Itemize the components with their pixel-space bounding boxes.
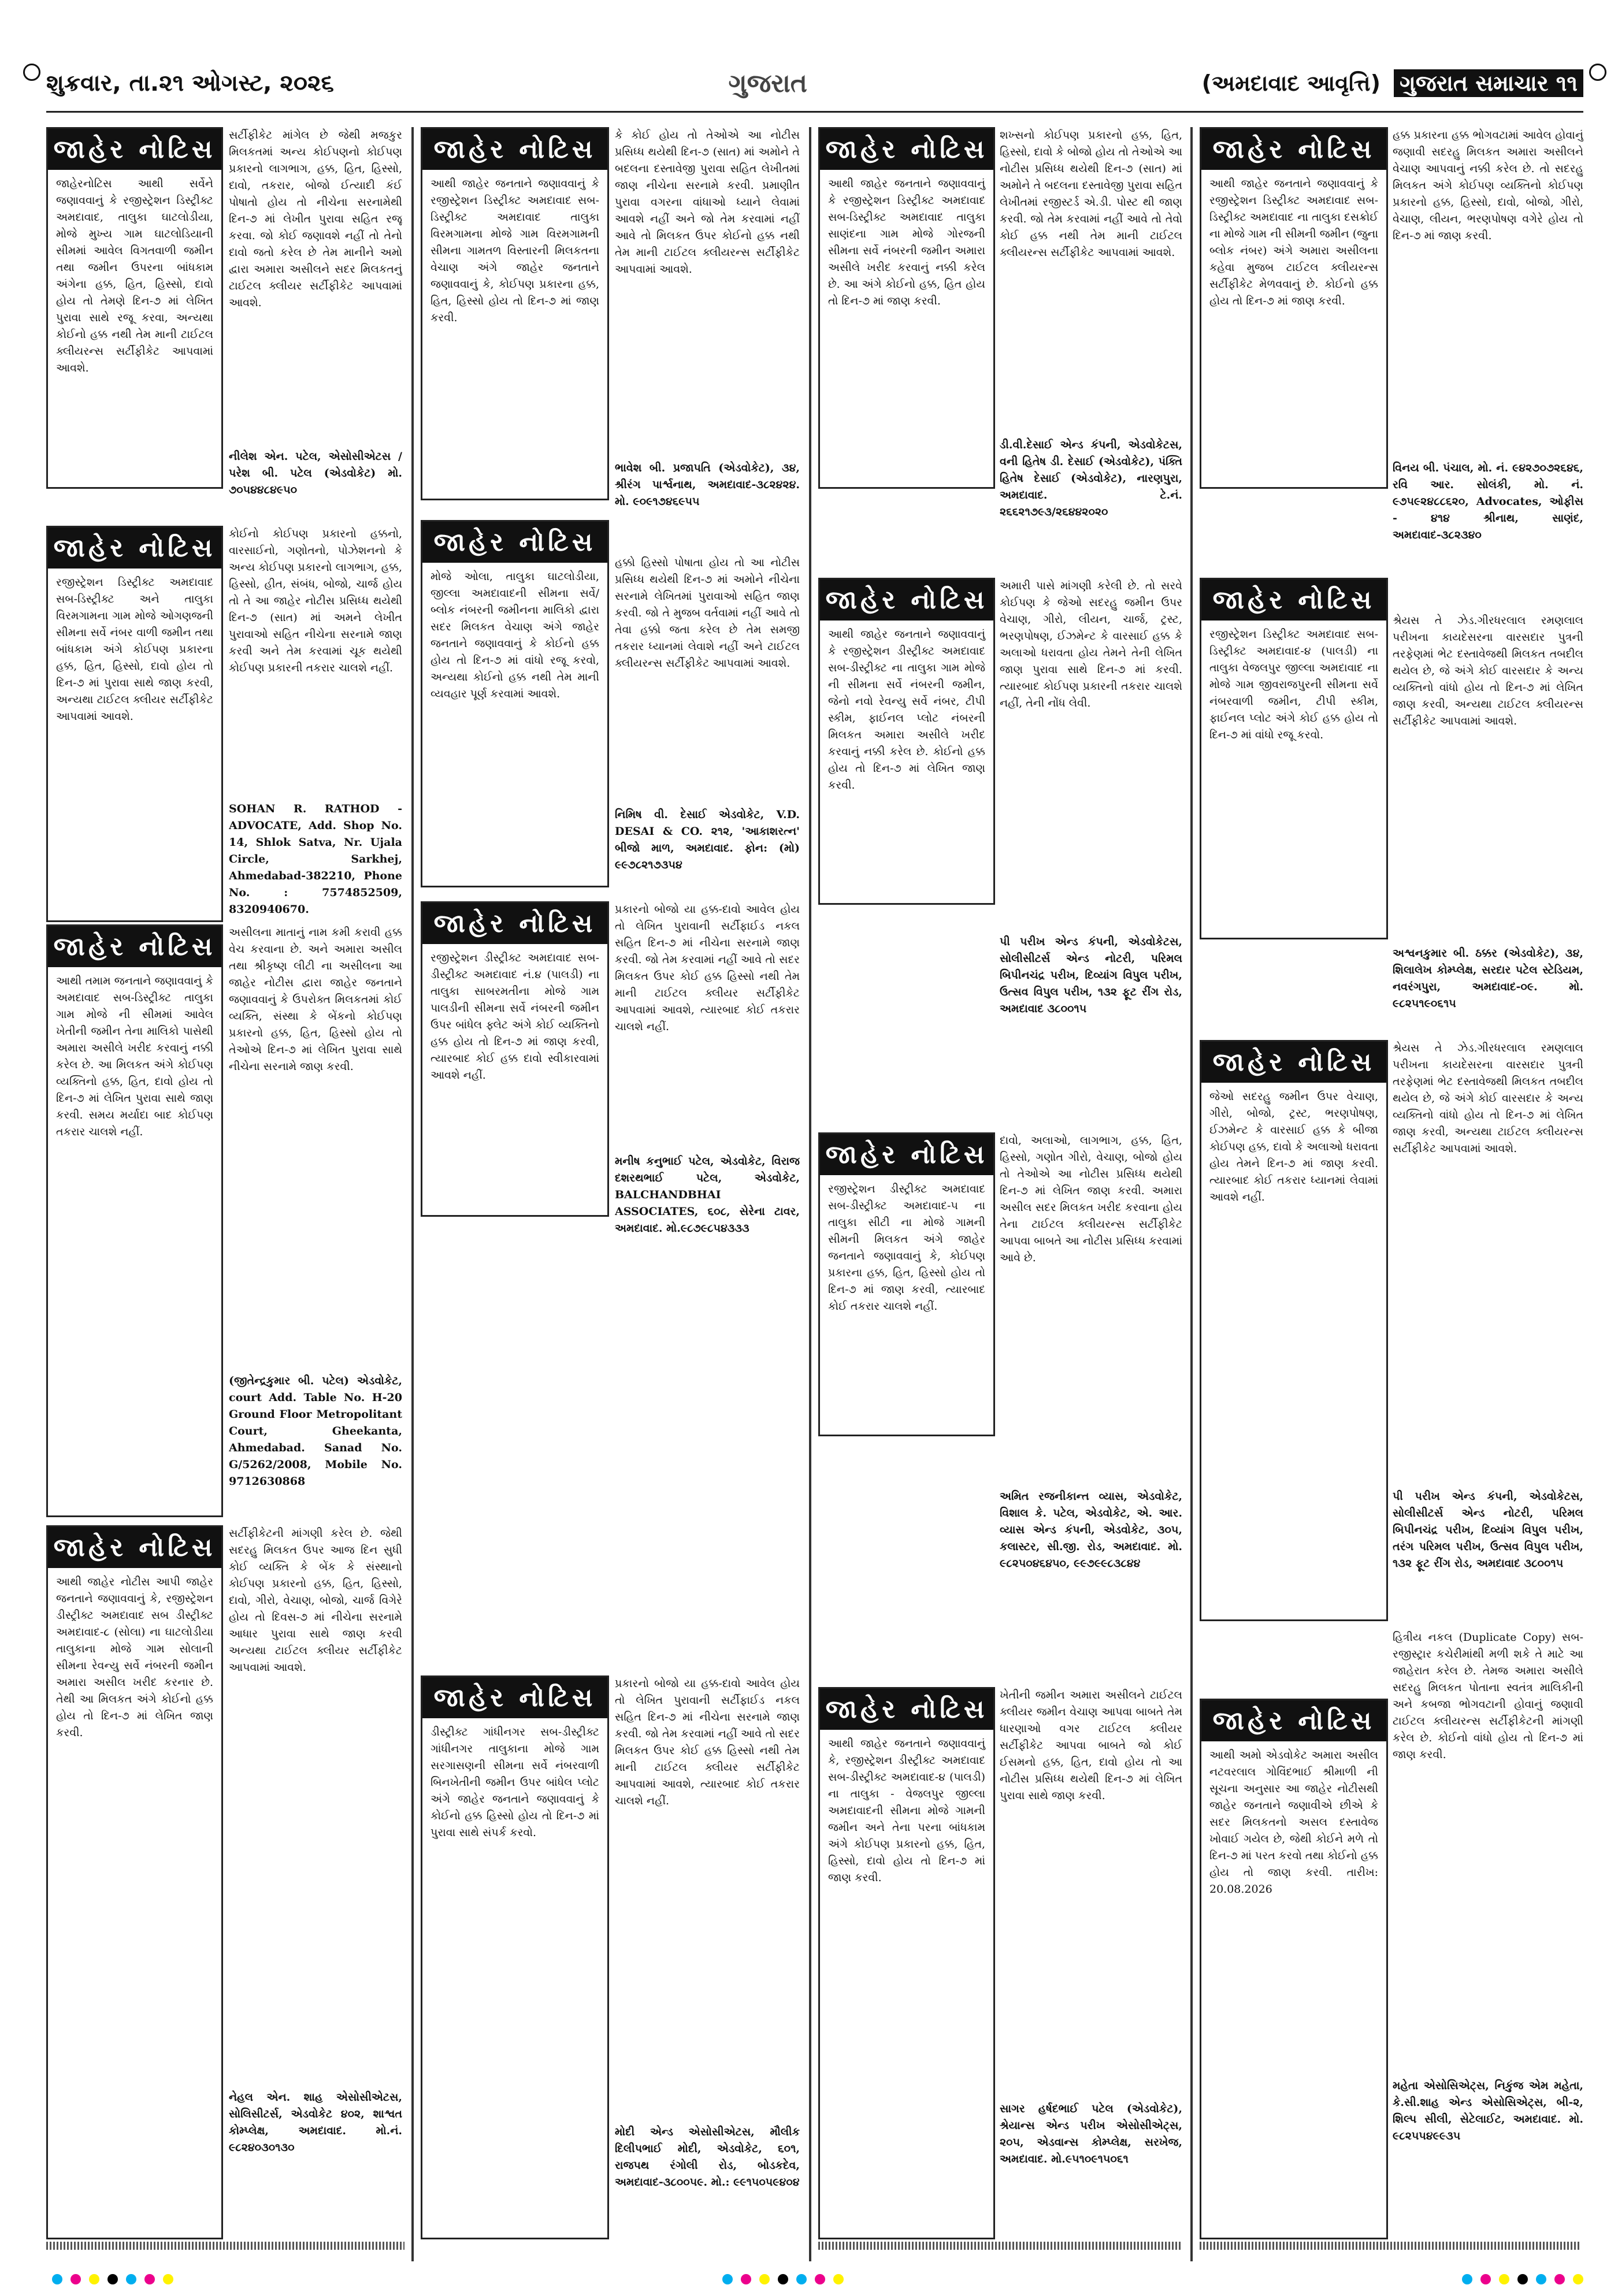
notice-body: આથી જાહેર જનતાને જણાવવાનું કે રજીસ્ટ્રેશન ડિસ્ટ્રીક્ટ અમદાવાદ સબ-ડિસ્ટ્રીક્ટ અમદાવાદ તાલુકા સાણંદના ગામ મોજે ગોરજની સીમના સર્વે નંબરની જમીન અમારા અસીલે ખરીદ કરવાનું નક્કી કરેલ છે. આ અંગે કોઈનો હક્ક, હિત હોય તો દિન-૭ માં જાણ કરવી. — [828, 177, 985, 307]
notice-title: જાહેર નોટિસ — [1201, 579, 1386, 621]
paper-logo: ગુજરાત સમાચાર ૧૧ — [1394, 69, 1583, 97]
notice-continuation: શ્રેયસ તે ઝેડ.ગીરધરલાલ રમણલાલ પરીખના કાયદેસરના વારસદાર પુત્રની તરફેણમાં ભેટ દસ્તાવેજથી મિલકત તબદીલ થયેલ છે, જે અંગે કોઈ વારસદાર કે અન્ય વ્યક્તિનો વાંધો હોય તો દિન-૭ માં લેખિત જાણ કરવી, અન્યથા ટાઈટલ ક્લીયરન્સ સર્ટીફીકેટ આપવામાં આવશે. — [1393, 614, 1583, 727]
color-registration-bar-left — [52, 2274, 173, 2284]
color-dot — [1499, 2274, 1509, 2284]
edition-label: (અમદાવાદ આવૃત્તિ) — [1201, 70, 1381, 96]
notice-8 — [421, 1675, 609, 2239]
notice-signature: મનીષ કનુભાઈ પટેલ, એડવોકેટ, વિરાજ દશરથભાઈ પટેલ, એડવોકેટ, BALCHANDBHAI ASSOCIATES, ૬૦૮, સેરેના ટાવર, અમદાવાદ. મો.૯૮૭૯૮૫૪૩૩૩ — [615, 1155, 800, 1235]
column-rule — [1190, 127, 1193, 2261]
notice-body: આથી અમો એડવોકેટ અમારા અસીલ નટવરલાલ ગોવિંદભાઈ શ્રીમાળી ની સૂચના અનુસાર આ જાહેર નોટીસથી જાહેર જનતાને જણાવીએ છીએ કે સદર મિલકતનો અસલ દસ્તાવેજ ખોવાઈ ગયેલ છે, જેથી કોઈને મળે તો દિન-૭ માં પરત કરવો તથા કોઈનો હક્ક હોય તો જાણ કરવી. તારીખ: 20.08.2026 — [1209, 1749, 1378, 1896]
registration-mark-right — [1589, 64, 1606, 81]
decorative-stripe — [1200, 2242, 1581, 2250]
notice-body: ડીસ્ટ્રીક્ટ ગાંધીનગર સબ-ડીસ્ટ્રીક્ટ ગાંધીનગર તાલુકાના મોજે ગામ સરગાસણની સીમના સર્વે નંબરવાળી બિનખેતીની જમીન ઉપર બાંધેલ પ્લોટ અંગે જાહેર જનતાને જણાવવાનું કે કોઈનો હક્ક હિસ્સો હોય તો દિન-૭ માં પુરાવા સાથે સંપર્ક કરવો. — [431, 1726, 599, 1839]
notice-7 — [421, 901, 609, 1217]
color-dot — [89, 2274, 99, 2284]
notice-title: જાહેર નોટિસ — [820, 129, 993, 170]
notice-signature: નીલેશ એન. પટેલ, એસોસીએટસ / પરેશ બી. પટેલ (એડવોકેટ) મો. ૭૦૫૪૪૮૪૯૫૦ — [229, 450, 402, 496]
color-dot — [1462, 2274, 1472, 2284]
notice-body: રજીસ્ટ્રેશન ડિસ્ટ્રીક્ટ અમદાવાદ સબ-ડિસ્ટ્રીક્ટ અમદાવાદ-૪ (પાલડી) ના તાલુકા વેજલપુર જીલ્લા અમદાવાદ ના મોજે ગામ જીવરાજપુરની સીમના સર્વે નંબરવાળી જમીન, ટીપી સ્કીમ, ફાઈનલ પ્લોટ અંગે કોઈ હક્ક હોય તો દિન-૭ માં વાંધો રજૂ કરવો. — [1209, 628, 1378, 741]
notice-15 — [1200, 1040, 1388, 1621]
notice-continuation: પ્રકારનો બોજો યા હક્ક-દાવો આવેલ હોય તો લેખિત પુરાવાની સર્ટીફાઈડ નકલ સહિત દિન-૭ માં નીચેના સરનામે જાણ કરવી. જો તેમ કરવામાં નહીં આવે તો સદર મિલકત ઉપર કોઈ હક્ક હિસ્સો નથી તેમ માની ટાઈટલ ક્લીયર સર્ટીફીકેટ આપવામાં આવશે, ત્યારબાદ કોઈ તકરાર ચાલશે નહીં. — [615, 903, 800, 1033]
notice-body: જેઓ સદરહુ જમીન ઉપર વેચાણ, ગીરો, બોજો, ટ્રસ્ટ, ભરણપોષણ, ઈઝમેન્ટ કે વારસાઈ હક્ક કે બીજા કોઈપણ હક્ક, દાવો કે અલાઓ ધરાવતા હોય તેમને દિન-૭ માં જાણ કરવી. ત્યારબાદ કોઈ તકરાર ધ્યાનમાં લેવામાં આવશે નહીં. — [1209, 1090, 1378, 1203]
notice-continuation: પ્રકારનો બોજો યા હક્ક-દાવો આવેલ હોય તો લેખિત પુરાવાની સર્ટીફાઈડ નકલ સહિત દિન-૭ માં નીચેના સરનામે જાણ કરવી. જો તેમ કરવામાં નહીં આવે તો સદર મિલકત ઉપર કોઈ હક્ક હિસ્સો નથી તેમ માની ટાઈટલ ક્લીયર સર્ટીફીકેટ આપવામાં આવશે, ત્યારબાદ કોઈ તકરાર ચાલશે નહીં. — [615, 1677, 800, 1807]
notice-title: જાહેર નોટિસ — [422, 1677, 607, 1718]
color-dot — [778, 2274, 788, 2284]
notice-signature: વિનય બી. પંચાલ, મો. નં. ૯૪૨૭૦૭૨૬૪૬, રવિ આર. સોલંકી, મો. નં. ૯૭૫૯૨૪૮૮૬૨૦, Advocates, ઓફીસ - ૪૧૪ શ્રીનાથ, સાણંદ, અમદાવાદ-૩૮૨૩૪૦ — [1393, 462, 1583, 541]
page-header — [46, 55, 1583, 113]
color-dot — [741, 2274, 751, 2284]
notice-body: મોજે ઓલા, તાલુકા ઘાટલોડીયા, જીલ્લા અમદાવાદની સીમના સર્વે/બ્લોક નંબરની જમીનના માલિકો દ્વારા સદર મિલકત વેચાણ અંગે જાહેર જનતાને જણાવવાનું કે કોઈનો હક્ક હોય તો દિન-૭ માં વાંધો રજૂ કરવો, અન્યથા કોઈનો હક્ક નથી તેમ માની વ્યવહાર પૂર્ણ કરવામાં આવશે. — [431, 570, 599, 700]
notice-signature: SOHAN R. RATHOD - ADVOCATE, Add. Shop No. 14, Shlok Satva, Nr. Ujala Circle, Sarkhej, Ahmedabad-382210, Phone No. : 7574852509, 8320940670. — [229, 803, 402, 916]
color-registration-bar-center — [722, 2274, 844, 2284]
notice-9 — [818, 127, 995, 489]
notice-continuation: કે કોઈ હોય તો તેઓએ આ નોટીસ પ્રસિધ્ધ થયેથી દિન-૭ (સાત) માં અમોને તે બદલના દસ્તાવેજી પુરાવા સહિત લેખીતમાં જાણ નીચેના સરનામે કરવી. પ્રમાણીત પુરાવા વગરના વાંધાઓ ધ્યાને લેવામાં આવશે નહીં અને જો તેમ કરવામાં નહીં આવે તો મિલકત ઉપર કોઈનો હક્ક નથી તેમ માની ટાઈટલ ક્લીયરન્સ સર્ટીફીકેટ આપવામાં આવશે. — [615, 129, 800, 276]
notice-continuation: શ્રેયસ તે ઝેડ.ગીરધરલાલ રમણલાલ પરીખના કાયદેસરના વારસદાર પુત્રની તરફેણમાં ભેટ દસ્તાવેજથી મિલકત તબદીલ થયેલ છે, જે અંગે કોઈ વારસદાર કે અન્ય વ્યક્તિનો વાંધો હોય તો દિન-૭ માં લેખિત જાણ કરવી, અન્યથા ટાઈટલ ક્લીયરન્સ સર્ટીફીકેટ આપવામાં આવશે. — [1393, 1042, 1583, 1155]
color-dot — [796, 2274, 807, 2284]
issue-date: શુક્રવાર, તા.૨૧ ઓગસ્ટ, ૨૦૨૬ — [46, 70, 334, 96]
notice-body: આથી જાહેર જનતાને જણાવવાનું કે રજીસ્ટ્રેશન ડિસ્ટ્રીક્ટ અમદાવાદ સબ-ડિસ્ટ્રીક્ટ અમદાવાદ તાલુકા વિરમગામના મોજે ગામ વિરમગામની સીમના ગામતળ વિસ્તારની મિલકતના વેચાણ અંગે જાહેર જનતાને જણાવવાનું કે, કોઈપણ પ્રકારના હક્ક, હિત, હિસ્સો હોય તો દિન-૭ માં જાણ કરવી. — [431, 177, 599, 324]
notice-title: જાહેર નોટિસ — [48, 129, 221, 170]
notice-body: રજીસ્ટ્રેશન ડીસ્ટ્રીક્ટ અમદાવાદ સબ-ડીસ્ટ્રીક્ટ અમદાવાદ-૫ ના તાલુકા સીટી ના મોજે ગામની સીમની મિલકત અંગે જાહેર જનતાને જણાવવાનું કે, કોઈપણ પ્રકારના હક્ક, હિત, હિસ્સો હોય તો દિન-૭ માં જાણ કરવી, ત્યારબાદ કોઈ તકરાર ચાલશે નહીં. — [828, 1183, 985, 1313]
color-dot — [815, 2274, 825, 2284]
notice-2 — [46, 526, 223, 922]
notice-16 — [1200, 1699, 1388, 2239]
notice-continuation: સર્ટીફીકેટની માંગણી કરેલ છે. જેથી સદરહુ મિલકત ઉપર આજ દિન સુધી કોઈ વ્યક્તિ કે બેંક કે સંસ્થાનો કોઈપણ પ્રકારનો હક્ક, હિત, હિસ્સો, દાવો, ગીરો, વેચાણ, બોજો, ચાર્જ વિગેરે હોય તો દિવસ-૭ માં નીચેના સરનામે આધાર પુરાવા સાથે જાણ કરવી અન્યથા ટાઈટલ ક્લીયર સર્ટીફીકેટ આપવામાં આવશે. — [229, 1527, 402, 1674]
notice-body: આથી જાહેર જનતાને જણાવવાનું કે રજીસ્ટ્રેશન ડિસ્ટ્રીક્ટ અમદાવાદ સબ-ડિસ્ટ્રીક્ટ અમદાવાદ ના તાલુકા દસક્રોઈ ના મોજે ગામ ની સીમની જમીન (જુના બ્લોક નંબર) અંગે અમારા અસીલના કહેવા મુજબ ટાઈટલ ક્લીયરન્સ સર્ટીફીકેટ મેળવવાનું છે. કોઈનો હક્ક હોય તો દિન-૭ માં જાણ કરવી. — [1209, 177, 1378, 307]
decorative-stripe — [46, 2242, 404, 2250]
notice-continuation: શખ્સનો કોઈપણ પ્રકારનો હક્ક, હિત, હિસ્સો, દાવો કે બોજો હોય તો તેઓએ આ નોટીસ પ્રસિધ્ધ થયેથી દિન-૭ (સાત) માં અમોને તે બદલના દસ્તાવેજી પુરાવા સહિત લેખીતમાં રજીસ્ટર્ડ એ.ડી. પોસ્ટ થી જાણ કરવી. જો તેમ કરવામાં નહીં આવે તો તેવો કોઈ હક્ક નથી તેમ માની ટાઈટલ ક્લીયરન્સ સર્ટીફીકેટ આપવામાં આવશે. — [1000, 129, 1182, 259]
color-registration-bar-right — [1462, 2274, 1583, 2284]
notice-continuation: સર્ટીફીકેટ માંગેલ છે જેથી મજકુર મિલકતમાં અન્ય કોઈપણનો કોઈપણ પ્રકારનો લાગભાગ, હક્ક, હિત, હિસ્સો, દાવો, તકરાર, બોજો ઈત્યાદી કંઈ પોષાતો હોય તો નીચેના સરનામેથી દિન-૭ માં લેખીત પુરાવા સહિત રજૂ કરવા. જો કોઈ જણાવશે નહીં તો તેનો દાવો જતો કરેલ છે તેમ માનીને અમો દ્વારા અમારા અસીલને સદર મિલકતનું ટાઈટલ ક્લીયર સર્ટીફીકેટ આપવામાં આવશે. — [229, 129, 402, 309]
notice-1 — [46, 127, 223, 489]
notice-14 — [1200, 578, 1388, 939]
notice-signature: (જીતેન્દ્રકુમાર બી. પટેલ) એડવોકેટ, court Add. Table No. H-20 Ground Floor Metropolitant Court, Gheekanta, Ahmedabad. Sanad No. G/5262/2008, Mobile No. 9712630868 — [229, 1374, 402, 1488]
masthead — [1202, 70, 1583, 96]
notice-body: આથી જાહેર જનતાને જણાવવાનું કે, રજીસ્ટ્રેશન ડીસ્ટ્રીક્ટ અમદાવાદ સબ-ડીસ્ટ્રીક્ટ અમદાવાદ-૪ (પાલડી) ના તાલુકા - વેજલપુર જીલ્લા અમદાવાદની સીમના મોજે ગામની જમીન અને તેના પરના બાંધકામ અંગે કોઈપણ પ્રકારનો હક્ક, હિત, હિસ્સો, દાવો હોય તો દિન-૭ માં જાણ કરવી. — [828, 1737, 985, 1884]
notice-signature: પી પરીખ એન્ડ કંપની, એડવોકેટસ, સોલીસીટર્સ એન્ડ નોટરી, પરિમલ બિપીનચંદ્ર પરીખ, દિવ્યાંગ વિપુલ પરીખ, તરંગ પરિમલ પરીખ, ઉત્સવ વિપુલ પરીખ, ૧૩૨ ફૂટ રીંગ રોડ, અમદાવાદ ૩૮૦૦૧૫ — [1393, 1490, 1583, 1570]
notice-signature: અશ્વનકુમાર બી. ઠક્કર (એડવોકેટ), ૩૪, શિલાલેખ કોમ્પ્લેક્ષ, સરદાર પટેલ સ્ટેડિયમ, નવરંગપુરા, અમદાવાદ-૦૯. મો. ૯૮૨૫૧૯૦૬૧૫ — [1393, 947, 1583, 1010]
notice-body: રજીસ્ટ્રેશન ડીસ્ટ્રીક્ટ અમદાવાદ સબ-ડીસ્ટ્રીક્ટ અમદાવાદ નં.૪ (પાલડી) ના તાલુકા સાબરમતીના મોજે ગામ પાલડીની સીમના સર્વે નંબરની જમીન ઉપર બાંધેલ ફ્લેટ અંગે કોઈ વ્યક્તિનો હક્ક હોય તો દિન-૭ માં જાણ કરવી, ત્યારબાદ કોઈ હક્ક દાવો સ્વીકારવામાં આવશે નહીં. — [431, 952, 599, 1082]
color-dot — [1536, 2274, 1546, 2284]
notice-title: જાહેર નોટિસ — [820, 579, 993, 621]
notice-body: જાહેરનોટિસ આથી સર્વેને જણાવવાનું કે રજીસ્ટ્રેશન ડિસ્ટ્રીક્ટ અમદાવાદ, તાલુકા ઘાટલોડીયા, મોજે મુખ્ય ગામ ઘાટલોડિયાની સીમમાં આવેલ વિગતવાળી જમીન તથા જમીન ઉપરના બાંધકામ અંગેના હક્ક, હિત, હિસ્સો, દાવો હોય તો તેમણે દિન-૭ માં લેખિત પુરાવા સાથે રજૂ કરવા, અન્યથા કોઈનો હક્ક નથી તેમ માની ટાઈટલ ક્લીયરન્સ સર્ટીફીકેટ આપવામાં આવશે. — [56, 177, 213, 374]
notice-signature: અમિત રજનીકાન્ત વ્યાસ, એડવોકેટ, વિશાલ કે. પટેલ, એડવોકેટ, એ. આર. વ્યાસ એન્ડ કંપની, એડવોકેટ, ૩૦૫, કલાસ્ટર, સી.જી. રોડ, અમદાવાદ. મો. ૯૮૨૫૦૪૬૪૫૦, ૯૯૭૯૯૮૩૮૪૪ — [1000, 1490, 1182, 1570]
color-dot — [1517, 2274, 1528, 2284]
notice-title: જાહેર નોટિસ — [422, 522, 607, 563]
notice-continuation: દાવો, અલાઓ, લાગભાગ, હક્ક, હિત, હિસ્સો, ગણોત ગીરો, વેચાણ, બોજો હોય તો તેઓએ આ નોટીસ પ્રસિધ્ધ થયેથી દિન-૭ માં લેખિત જાણ કરવી. અમારા અસીલ સદર મિલકત ખરીદ કરવાના હોય તેના ટાઈટલ ક્લીયરન્સ સર્ટીફીકેટ આપવા બાબતે આ નોટીસ પ્રસિધ્ધ કરવામાં આવે છે. — [1000, 1134, 1182, 1264]
color-dot — [1480, 2274, 1491, 2284]
notice-title: જાહેર નોટિસ — [1201, 129, 1386, 170]
color-dot — [107, 2274, 118, 2284]
section-title: ગુજરાત — [728, 68, 807, 98]
notice-3 — [46, 924, 223, 1517]
registration-mark-left — [23, 64, 40, 81]
notice-title: જાહેર નોટિસ — [48, 926, 221, 967]
notice-title: જાહેર નોટિસ — [820, 1134, 993, 1175]
notice-body: આથી જાહેર જનતાને જણાવવાનું કે રજીસ્ટ્રેશન ડીસ્ટ્રીક્ટ અમદાવાદ સબ-ડીસ્ટ્રીક્ટ ના તાલુકા ગામ મોજે ની સીમના સર્વે નંબરની જમીન, જેનો નવો રેવન્યુ સર્વે નંબર, ટીપી સ્કીમ, ફાઈનલ પ્લોટ નંબરની મિલકત અમારા અસીલે ખરીદ કરવાનું નક્કી કરેલ છે. કોઈનો હક્ક હોય તો દિન-૭ માં લેખિત જાણ કરવી. — [828, 628, 985, 792]
notice-signature: ભાવેશ બી. પ્રજાપતિ (એડવોકેટ), ૩૪, શ્રીરંગ પાર્શ્વનાથ, અમદાવાદ-૩૮૨૪૨૪. મો. ૯૦૯૧૭૪૬૯૫૫ — [615, 462, 800, 508]
notice-signature: સાગર હર્ષદભાઈ પટેલ (એડવોકેટ), શ્રેયાન્સ એન્ડ પરીખ એસોસીએટ્સ, ૨૦૫, એડવાન્સ કોમ્પ્લેક્ષ, સરખેજ, અમદાવાદ. મો.૯૫૧૦૯૧૫૦૬૧ — [1000, 2102, 1182, 2165]
color-dot — [833, 2274, 844, 2284]
notice-continuation: અમારી પાસે માંગણી કરેલી છે. તો સરવે કોઈપણ કે જેઓ સદરહુ જમીન ઉપર વેચાણ, ગીરો, લીયન, ચાર્જ, ટ્રસ્ટ, ભરણપોષણ, ઈઝમેન્ટ કે વારસાઈ હક્ક કે અલાઓ ધરાવતા હોય તેમને તેની લેખિત જાણ પુરાવા સાથે દિન-૭ માં કરવી. ત્યારબાદ કોઈપણ પ્રકારની તકરાર ચાલશે નહીં, તેની નોંધ લેવી. — [1000, 579, 1182, 709]
notice-signature: મોદી એન્ડ એસોસીએટસ, મૌલીક દિલીપભાઈ મોદી, એડવોકેટ, ૬૦૧, રાજપથ રંગોલી રોડ, બોડકદેવ, અમદાવાદ-૩૮૦૦૫૯. મો.: ૯૯૧૫૦૫૯૪૦૪ — [615, 2126, 800, 2189]
color-dot — [52, 2274, 62, 2284]
notice-signature: મહેતા એસોસિએટ્સ, નિકુંજ એમ મહેતા, કે.સી.શાહ એન્ડ એસોસિએટ્સ, બી-૨, શિલ્પ સીલી, સેટેલાઈટ, અમદાવાદ. મો. ૯૮૨૫૫૪૯૯૩૫ — [1393, 2079, 1583, 2142]
color-dot — [1573, 2274, 1583, 2284]
notice-6 — [421, 520, 609, 887]
notice-signature: પી પરીખ એન્ડ કંપની, એડવોકેટસ, સોલીસીટર્સ એન્ડ નોટરી, પરિમલ બિપીનચંદ્ર પરીખ, દિવ્યાંગ વિપુલ પરીખ, ઉત્સવ વિપુલ પરીખ, ૧૩૨ ફૂટ રીંગ રોડ, અમદાવાદ ૩૮૦૦૧૫ — [1000, 935, 1182, 1015]
color-dot — [759, 2274, 770, 2284]
notice-continuation: હિત્રીય નકલ (Duplicate Copy) સબ-રજીસ્ટ્રાર કચેરીમાંથી મળી શકે તે માટે આ જાહેરાત કરેલ છે. તેમજ અમારા અસીલે સદરહુ મિલકત પોતાના સ્વતંત્ર માલિકીની અને કબજા ભોગવટાની હોવાનું જણાવી ટાઈટલ ક્લીયરન્સ સર્ટીફીકેટની માંગણી કરેલ છે. કોઈનો વાંધો હોય તો દિન-૭ માં જાણ કરવી. — [1393, 1631, 1583, 1761]
color-dot — [70, 2274, 81, 2284]
decorative-stripe — [818, 2242, 1182, 2250]
notice-title: જાહેર નોટિસ — [1201, 1700, 1386, 1741]
notice-body: આથી તમામ જનતાને જણાવવાનું કે અમદાવાદ સબ-ડિસ્ટ્રીક્ટ તાલુકા ગામ મોજે ની સીમમાં આવેલ ખેતીની જમીન તેના માલિકો પાસેથી અમારા અસીલે ખરીદ કરવાનું નક્કી કરેલ છે. આ મિલકત અંગે કોઈપણ વ્યક્તિનો હક્ક, હિત, દાવો હોય તો દિન-૭ માં લેખિત પુરાવા સાથે જાણ કરવી. સમય મર્યાદા બાદ કોઈપણ તકરાર ચાલશે નહીં. — [56, 975, 213, 1138]
notice-continuation: અસીલના માતાનું નામ કમી કરાવી હક્ક વેચ કરવાના છે. અને અમારા અસીલ તથા શ્રીકૃષ્ણ લીટી ના અસીલના આ જાહેર નોટીસ દ્વારા જાહેર જનતાને જણાવવાનું કે ઉપરોક્ત મિલકતમાં કોઈ વ્યક્તિ, સંસ્થા કે બેંકનો કોઈપણ પ્રકારનો હક્ક, હિત, હિસ્સો હોય તો તેઓએ દિન-૭ માં લેખિત પુરાવા સાથે નીચેના સરનામે જાણ કરવી. — [229, 926, 402, 1073]
notice-4 — [46, 1525, 223, 2239]
notice-signature: નિમિષ વી. દેસાઈ એડવોકેટ, V.D. DESAI & CO. ૨૧૨, 'આકાશરત્ન' બીજો માળ, અમદાવાદ. ફોન: (મો) ૯૯૭૮૨૧૭૩૫૪ — [615, 808, 800, 871]
color-dot — [1554, 2274, 1565, 2284]
notice-title: જાહેર નોટિસ — [1201, 1042, 1386, 1083]
notice-title: જાહેર નોટિસ — [48, 527, 221, 569]
column-rule — [809, 127, 811, 2261]
notice-continuation: ખેતીની જમીન અમારા અસીલને ટાઈટલ ક્લીયર જમીન વેચાણ આપવા બાબતે તેમ ધારણાઓ વગર ટાઈટલ ક્લીયર સર્ટીફીકેટ આપવા બાબતે જો કોઈ ઈસમનો હક્ક, હિત, દાવો હોય તો આ નોટીસ પ્રસિધ્ધ થયેથી દિન-૭ માં લેખિત પુરાવા સાથે જાણ કરવી. — [1000, 1689, 1182, 1802]
page-number: ૧૧ — [1556, 70, 1578, 96]
notice-11 — [818, 1132, 995, 1436]
notice-12 — [818, 1687, 995, 2239]
column-rule — [411, 127, 414, 2261]
notice-13 — [1200, 127, 1388, 489]
notice-title: જાહેર નોટિસ — [48, 1527, 221, 1568]
notice-10 — [818, 578, 995, 905]
notice-signature: ડી.વી.દેસાઈ એન્ડ કંપની, એડવોકેટસ, વની હિતેષ ડી. દેસાઈ (એડવોકેટ), પંક્તિ હિતેષ દેસાઈ (એડવોકેટ), નારણપુરા, અમદાવાદ. ટે.નં. ૨૬૬૨૧૭૯૩/૨૬૪૪૨૦૨૦ — [1000, 439, 1182, 518]
notice-continuation: હક્કો હિસ્સો પોષાતા હોય તો આ નોટીસ પ્રસિધ્ધ થયેથી દિન-૭ માં અમોને નીચેના સરનામે લેખિતમાં પુરાવાઓ સહિત જાણ કરવી. જો તે મુજબ વર્તવામાં નહીં આવે તો તેવા હક્કો જતા કરેલ છે તેમ સમજી તકરાર ધ્યાનમાં લેવાશે નહીં અને ટાઈટલ ક્લીયરન્સ સર્ટીફીકેટ આપવામાં આવશે. — [615, 556, 800, 670]
color-dot — [722, 2274, 733, 2284]
color-dot — [163, 2274, 173, 2284]
notice-continuation: હક્ક પ્રકારના હક્ક ભોગવટામાં આવેલ હોવાનું જણાવી સદરહુ મિલકત અમારા અસીલને વેચાણ આપવાનું નક્કી કરેલ છે. તો સદરહુ મિલકત અંગે કોઈપણ વ્યક્તિનો કોઈપણ પ્રકારનો હક્ક, હિસ્સો, દાવો, બોજો, ગીરો, વેચાણ, લીયન, ભરણપોષણ વગેરે હોય તો દિન-૭ માં જાણ કરવી. — [1393, 129, 1583, 242]
notice-title: જાહેર નોટિસ — [820, 1689, 993, 1730]
notice-5 — [421, 127, 609, 500]
notice-body: રજીસ્ટ્રેશન ડિસ્ટ્રીક્ટ અમદાવાદ સબ-ડિસ્ટ્રીક્ટ અને તાલુકા વિરમગામના ગામ મોજે ઓગણજની સીમના સર્વે નંબર વાળી જમીન તથા બાંધકામ અંગે કોઈપણ પ્રકારના હક્ક, હિત, હિસ્સો, દાવો હોય તો દિન-૭ માં પુરાવા સાથે જાણ કરવી, અન્યથા ટાઈટલ ક્લીયર સર્ટીફીકેટ આપવામાં આવશે. — [56, 576, 213, 723]
notice-title: જાહેર નોટિસ — [422, 903, 607, 944]
notice-title: જાહેર નોટિસ — [422, 129, 607, 170]
color-dot — [126, 2274, 136, 2284]
notice-body: આથી જાહેર નોટીસ આપી જાહેર જનતાને જણાવવાનું કે, રજીસ્ટ્રેશન ડીસ્ટ્રીક્ટ અમદાવાદ સબ ડીસ્ટ્રીક્ટ અમદાવાદ-૮ (સોલા) ના ઘાટલોડીયા તાલુકાના મોજે ગામ સોલાની સીમના રેવન્યુ સર્વે નંબરની જમીન અમારા અસીલ ખરીદ કરનાર છે. તેથી આ મિલકત અંગે કોઈનો હક્ક હોય તો દિન-૭ માં લેખિત જાણ કરવી. — [56, 1576, 213, 1739]
notice-signature: નેહલ એન. શાહ એસોસીએટસ, સોલિસીટર્સ, એડવોકેટ ૪૦૨, શાશ્વત કોમ્પ્લેક્ષ, અમદાવાદ. મો.નં. ૯૮૨૪૦૩૦૧૩૦ — [229, 2091, 402, 2154]
notice-continuation: કોઈનો કોઈપણ પ્રકારનો હક્કનો, વારસાઈનો, ગણોતનો, પોઝેશનનો કે અન્ય કોઈપણ પ્રકારનો લાગભાગ, હક્ક, હિસ્સો, હીત, સંબંધ, બોજો, ચાર્જ હોય તો તે આ જાહેર નોટીસ પ્રસિધ્ધ થયેથી દિન-૭ (સાત) માં અમને લેખીત પુરાવાઓ સહિત નીચેના સરનામે જાણ કરવી અને તેમ કરવામાં ચૂક થયેથી કોઈપણ પ્રકારની તકરાર ચાલશે નહીં. — [229, 527, 402, 674]
color-dot — [144, 2274, 155, 2284]
